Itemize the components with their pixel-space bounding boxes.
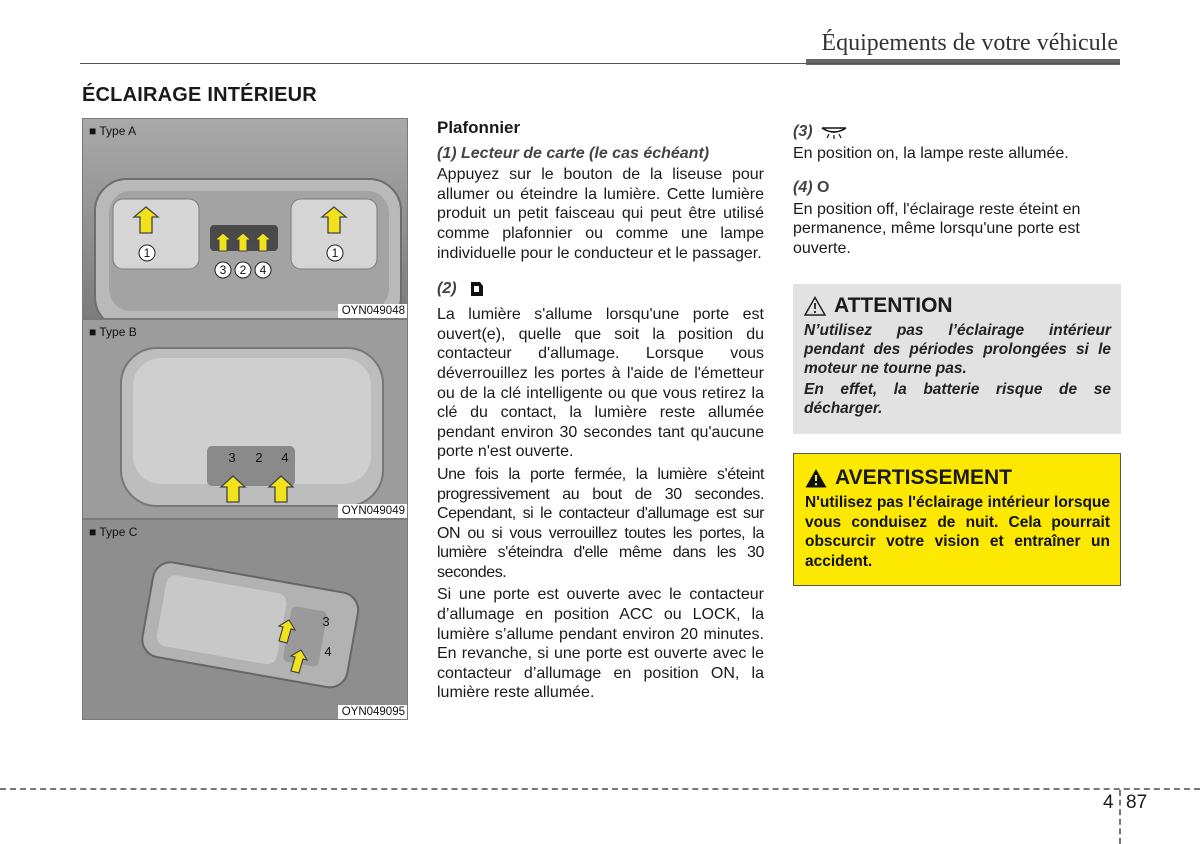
off-symbol: O [817, 179, 830, 197]
map-lamp-subheading: (1) Lecteur de carte (le cas échéant) [437, 144, 710, 162]
panel-type-label: ■ Type C [89, 525, 138, 539]
warning-triangle-filled-icon [805, 468, 827, 488]
attention-heading [804, 294, 1111, 318]
photo-type-a [82, 118, 408, 319]
callout-3: 3 [228, 450, 236, 465]
attention-text-2: En effet, la batterie risque de se décharger. [804, 381, 1111, 417]
lamp-off-label: (4) [793, 179, 813, 197]
figure-code: OYN049049 [338, 504, 407, 518]
footer-divider [1119, 790, 1121, 844]
callout-2: 2 [239, 263, 247, 277]
chapter-number: 4 [1103, 792, 1114, 813]
header-rule-thick [806, 59, 1120, 65]
door-closed-paragraph: Une fois la porte fermée, la lumière s'éteint progressivement au bout de 30 secondes. Cependant, si le contacteur d'allumage est sur ON ou si vous verrouillez toutes les portes, la lumière s'éteindra d'elle même dans les 30 secondes. [437, 465, 764, 581]
overhead-console-type-a-illustration [83, 119, 408, 319]
callout-1-right: 1 [331, 246, 339, 260]
photo-type-b [82, 319, 408, 519]
plafonnier-heading: Plafonnier [437, 118, 521, 137]
middle-column [437, 118, 764, 706]
figure-code: OYN049048 [338, 304, 407, 318]
lamp-on-icon [819, 124, 849, 140]
lamp-off-subheading [793, 178, 1123, 198]
warning-text: N'utilisez pas l'éclairage intérieur lorsque vous conduisez de nuit. Cela pourrait obscurcir votre vision et entraîner un accident. [805, 494, 1110, 570]
warning-triangle-icon [804, 296, 826, 316]
lamp-on-label: (3) [793, 123, 813, 140]
callout-4: 4 [281, 450, 289, 465]
chapter-title: Équipements de votre véhicule [821, 30, 1118, 56]
photo-type-c [82, 519, 408, 720]
lamp-off-paragraph: En position off, l'éclairage reste éteint en permanence, même lorsqu'une porte est ouverte. [793, 200, 1081, 257]
callout-4: 4 [259, 263, 267, 277]
callout-2: 2 [255, 450, 263, 465]
door-lamp-paragraph: La lumière s'allume lorsqu'une porte est ouvert(e), quelle que soit la position du contacteur d'allumage. Lorsque vous déverrouillez les portes à l'aide de l'émetteur ou de la clé intelligente ou que vous retirez la clé du contact, la lumière reste allumée pendant environ 30 secondes tant qu'aucune porte n'est ouverte. [437, 306, 764, 461]
callout-3: 3 [322, 614, 330, 629]
lamp-on-paragraph: En position on, la lampe reste allumée. [793, 144, 1069, 162]
overhead-console-type-c-illustration [83, 520, 408, 720]
footer-rule [0, 788, 1200, 790]
page-number: 87 [1126, 792, 1148, 813]
door-lamp-subheading [437, 279, 764, 299]
warning-title: AVERTISSEMENT [835, 466, 1012, 489]
warning-box [793, 453, 1121, 586]
right-column [793, 122, 1123, 262]
attention-text-1: N’utilisez pas l’éclairage intérieur pendant des périodes prolongées si le moteur ne tourne pas. [804, 322, 1111, 377]
callout-4: 4 [324, 644, 332, 659]
door-lamp-icon [467, 279, 487, 299]
lamp-on-subheading [793, 122, 1123, 142]
attention-box [793, 284, 1121, 434]
section-title: ÉCLAIRAGE INTÉRIEUR [82, 84, 317, 106]
callout-1-left: 1 [143, 246, 151, 260]
overhead-console-type-b-illustration [83, 320, 408, 519]
map-lamp-paragraph: Appuyez sur le bouton de la liseuse pour allumer ou éteindre la lumière. Cette lumière produit un petit faisceau qui peut être utilisé comme plafonnier ou comme une lampe individuelle pour le conducteur et le passager. [437, 166, 764, 262]
figure-code: OYN049095 [338, 705, 407, 719]
attention-title: ATTENTION [834, 294, 953, 317]
panel-type-label: ■ Type A [89, 124, 137, 138]
callout-3: 3 [219, 263, 227, 277]
panel-type-label: ■ Type B [89, 325, 137, 339]
header-rule [80, 63, 1120, 64]
door-lamp-label: (2) [437, 280, 457, 298]
warning-heading [805, 466, 1110, 490]
acc-lock-paragraph: Si une porte est ouverte avec le contacteur d’allumage en position ACC ou LOCK, la lumière s’allume pendant environ 20 minutes. En revanche, si une porte est ouverte avec le contacteur d’allumage en position ON, la lumière reste allumée. [437, 586, 764, 702]
